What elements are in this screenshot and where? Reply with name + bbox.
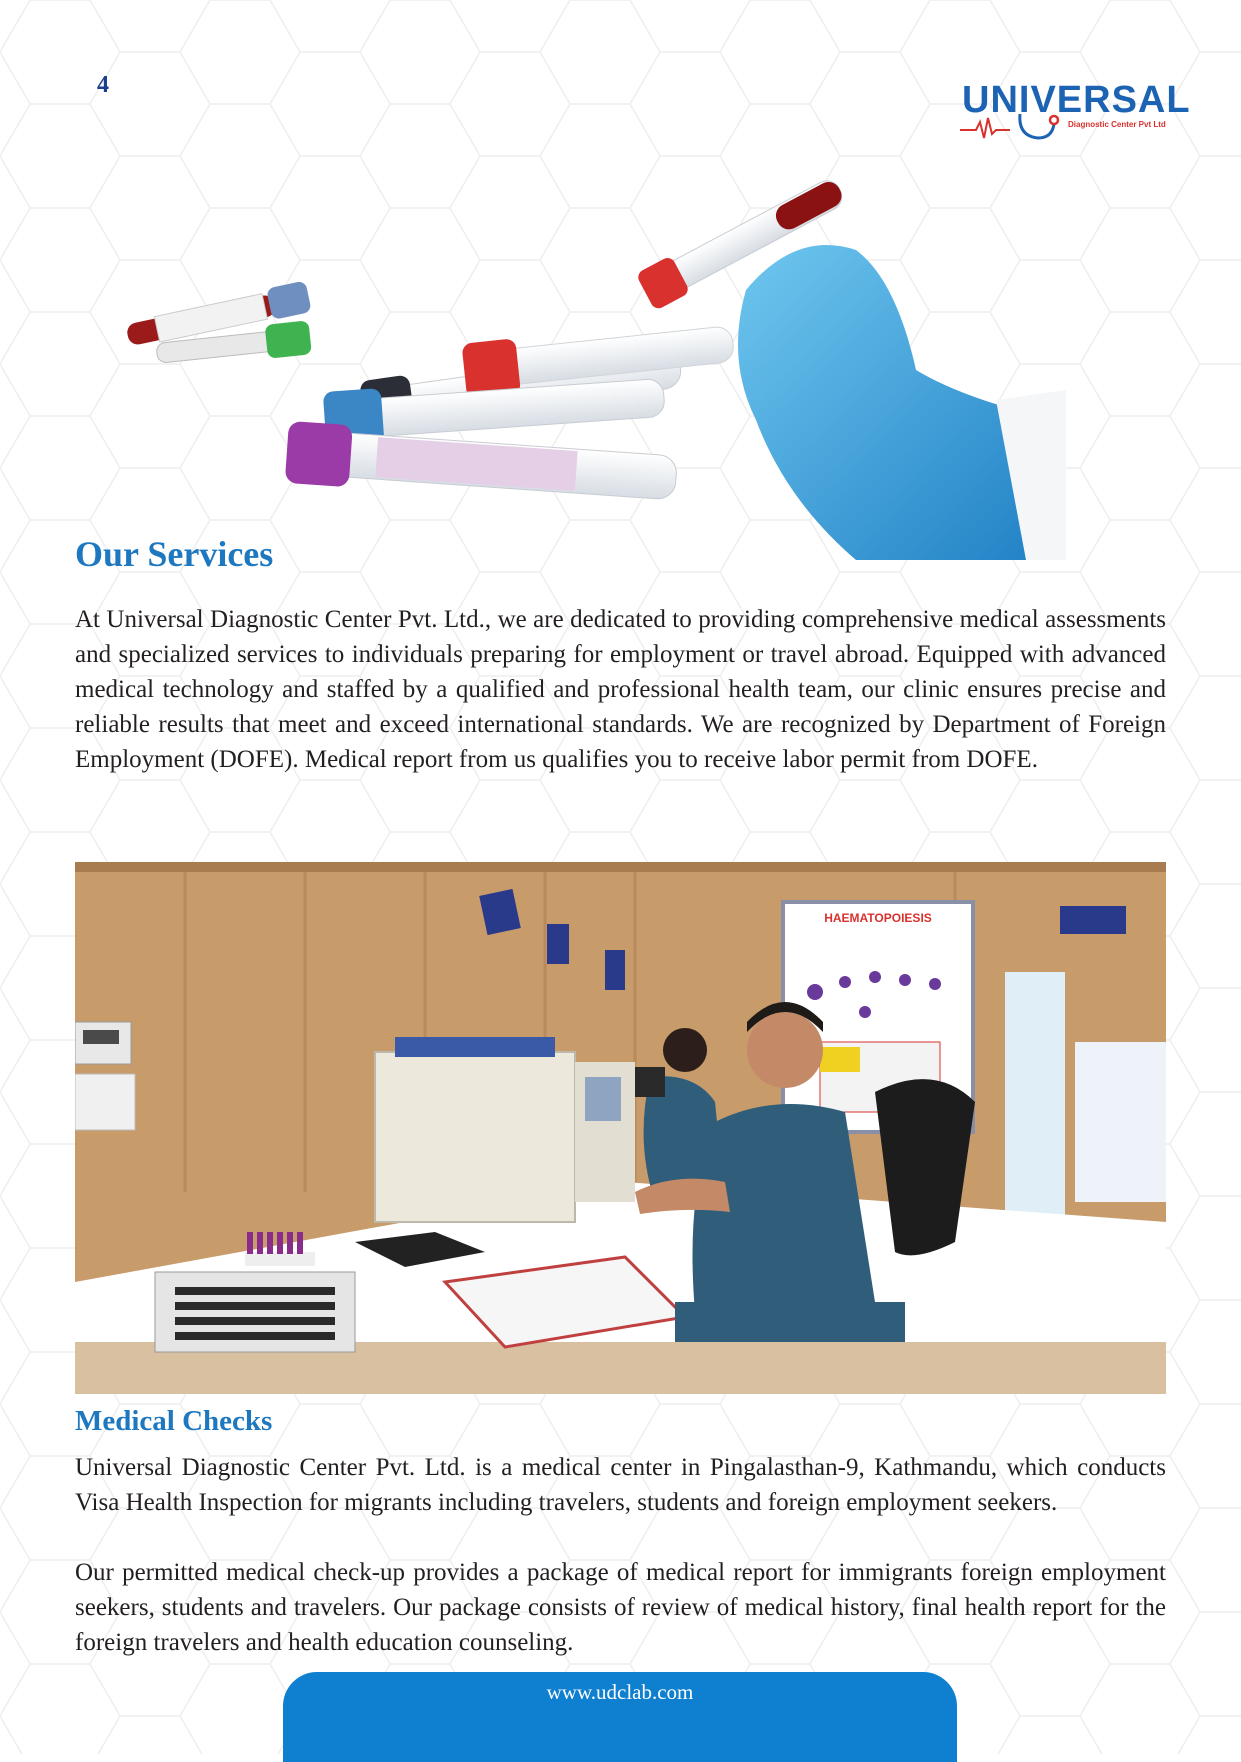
services-paragraph: At Universal Diagnostic Center Pvt. Ltd., we are dedicated to providing comprehensive medical assessments and specialized services to individuals preparing for employment or travel abroad. Equipped with advanced medical technology and staffed by a qualified and professional health team, our clinic ensures precise and reliable results that meet and exceed international standards. We are recognized by Department of Foreign Employment (DOFE). Medical report from us qualifies you to receive labor permit from DOFE. bbox=[75, 606, 1166, 773]
medical-checks-paragraph-2: Our permitted medical check-up provides a package of medical report for immigrants foreign employment seekers, students and travelers. Our package consists of review of medical history, final health report for the foreign travelers and health education counseling. bbox=[75, 1559, 1166, 1656]
company-logo bbox=[958, 78, 1191, 158]
poster-title: HAEMATOPOIESIS bbox=[824, 911, 932, 925]
hero-image-blood-tubes bbox=[96, 170, 1166, 560]
laboratory-photo bbox=[75, 862, 1166, 1394]
website-link[interactable]: www.udclab.com bbox=[546, 1680, 694, 1704]
footer-bar bbox=[283, 1672, 957, 1762]
logo-wordmark: UNIVERSAL bbox=[962, 79, 1191, 121]
page-number: 4 bbox=[97, 72, 109, 98]
medical-checks-heading: Medical Checks bbox=[75, 1405, 273, 1437]
logo-tagline: Diagnostic Center Pvt Ltd bbox=[1068, 120, 1166, 129]
services-heading: Our Services bbox=[75, 534, 274, 574]
medical-checks-paragraph-1: Universal Diagnostic Center Pvt. Ltd. is a medical center in Pingalasthan-9, Kathmandu, which conducts Visa Health Inspection for migrants including travelers, students and foreign employment seekers. bbox=[75, 1454, 1166, 1516]
stethoscope-heartbeat-icon bbox=[958, 110, 1078, 146]
